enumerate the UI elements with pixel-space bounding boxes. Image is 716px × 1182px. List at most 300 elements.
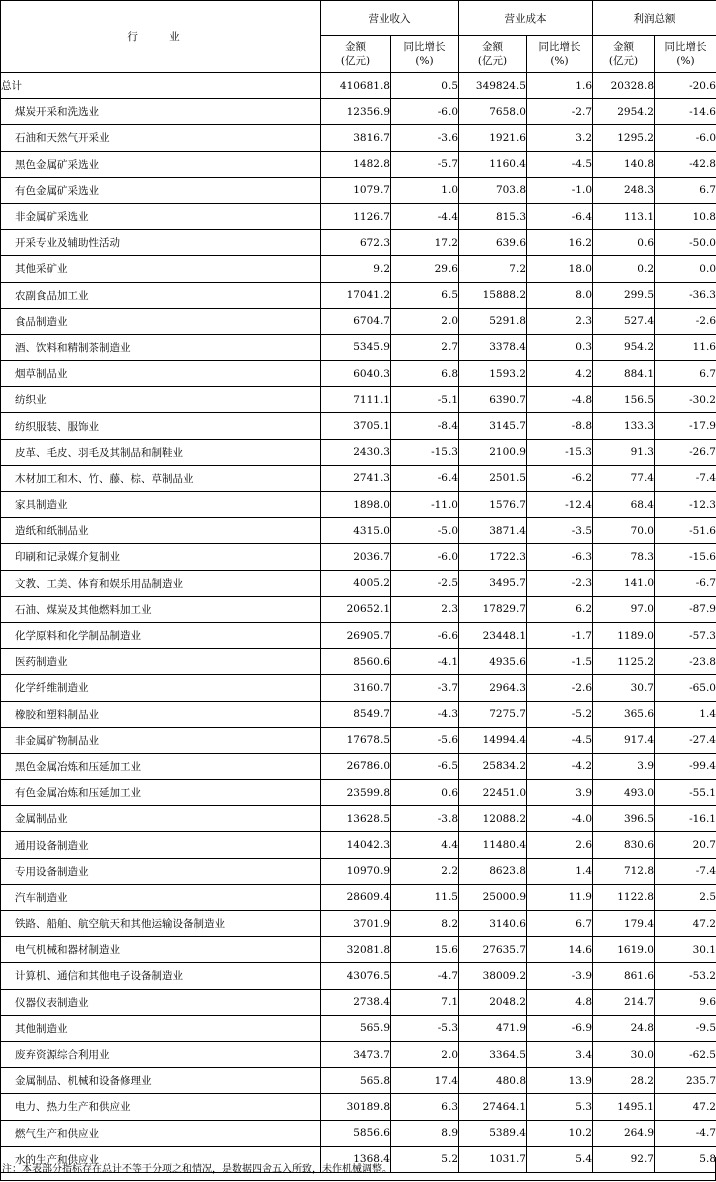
- table-row: [1, 649, 716, 675]
- cost-amount: 1031.7: [459, 1146, 527, 1172]
- cost-amount: 1921.6: [459, 125, 527, 151]
- revenue-growth: -5.1: [391, 387, 459, 413]
- cost-growth: -1.0: [527, 177, 593, 203]
- profit-amount: 712.8: [593, 858, 655, 884]
- revenue-amount: 26786.0: [321, 753, 391, 779]
- cost-amount: 2501.5: [459, 465, 527, 491]
- industry-name: 农副食品加工业: [1, 282, 321, 308]
- industry-name: 印刷和记录媒介复制业: [1, 544, 321, 570]
- table-row: [1, 282, 716, 308]
- profit-growth: 30.1: [655, 937, 716, 963]
- profit-amount: 70.0: [593, 518, 655, 544]
- industry-name: 电力、热力生产和供应业: [1, 1094, 321, 1120]
- cost-growth-header: [527, 36, 593, 73]
- cost-amount: 1576.7: [459, 492, 527, 518]
- cost-growth: 4.8: [527, 989, 593, 1015]
- revenue-amount-header: [321, 36, 391, 73]
- table-row: [1, 125, 716, 151]
- revenue-amount: 1482.8: [321, 151, 391, 177]
- profit-amount: 248.3: [593, 177, 655, 203]
- profit-amount: 830.6: [593, 832, 655, 858]
- profit-growth: -4.7: [655, 1120, 716, 1146]
- profit-growth: 11.6: [655, 334, 716, 360]
- cost-amount: 2100.9: [459, 439, 527, 465]
- profit-amount: 140.8: [593, 151, 655, 177]
- profit-amount: 156.5: [593, 387, 655, 413]
- cost-growth: -2.6: [527, 675, 593, 701]
- industry-name: 医药制造业: [1, 649, 321, 675]
- revenue-growth: 17.4: [391, 1068, 459, 1094]
- profit-amount-header: [593, 36, 655, 73]
- revenue-growth: 2.0: [391, 1041, 459, 1067]
- table-row: [1, 203, 716, 229]
- revenue-amount: 1368.4: [321, 1146, 391, 1172]
- cost-growth: 11.9: [527, 884, 593, 910]
- cost-growth: 6.7: [527, 911, 593, 937]
- revenue-amount: 28609.4: [321, 884, 391, 910]
- profit-growth: 1.4: [655, 701, 716, 727]
- cost-amount: 3871.4: [459, 518, 527, 544]
- cost-amount: 25000.9: [459, 884, 527, 910]
- industry-name: 橡胶和塑料制品业: [1, 701, 321, 727]
- revenue-amount: 5345.9: [321, 334, 391, 360]
- profit-growth: -30.2: [655, 387, 716, 413]
- table-row: [1, 230, 716, 256]
- table-row: [1, 439, 716, 465]
- cost-growth: -15.3: [527, 439, 593, 465]
- industry-name: 纺织服装、服饰业: [1, 413, 321, 439]
- cost-amount: 4935.6: [459, 649, 527, 675]
- revenue-growth: -5.6: [391, 727, 459, 753]
- revenue-amount: 17041.2: [321, 282, 391, 308]
- cost-growth: -5.2: [527, 701, 593, 727]
- cost-growth: -8.8: [527, 413, 593, 439]
- profit-amount: 954.2: [593, 334, 655, 360]
- profit-growth: 0.0: [655, 256, 716, 282]
- profit-growth: -23.8: [655, 649, 716, 675]
- table-row: [1, 989, 716, 1015]
- cost-growth: 5.4: [527, 1146, 593, 1172]
- profit-growth: -51.6: [655, 518, 716, 544]
- cost-growth: -12.4: [527, 492, 593, 518]
- cost-growth: -1.5: [527, 649, 593, 675]
- table-row: [1, 73, 716, 99]
- amount-unit: (亿元): [608, 55, 639, 67]
- revenue-growth: 2.2: [391, 858, 459, 884]
- revenue-growth: -3.7: [391, 675, 459, 701]
- revenue-growth: -4.7: [391, 963, 459, 989]
- cost-growth: -4.2: [527, 753, 593, 779]
- profit-growth: -16.1: [655, 806, 716, 832]
- cost-growth: -6.2: [527, 465, 593, 491]
- table-row: [1, 544, 716, 570]
- revenue-growth: 1.0: [391, 177, 459, 203]
- revenue-amount: 6040.3: [321, 361, 391, 387]
- growth-label: 同比增长: [403, 41, 446, 53]
- profit-growth: 5.8: [655, 1146, 716, 1172]
- profit-amount: 0.6: [593, 230, 655, 256]
- table-row: [1, 413, 716, 439]
- table-row: [1, 99, 716, 125]
- revenue-growth: -4.3: [391, 701, 459, 727]
- profit-amount: 113.1: [593, 203, 655, 229]
- profit-amount: 493.0: [593, 780, 655, 806]
- cost-amount: 7658.0: [459, 99, 527, 125]
- profit-amount: 1619.0: [593, 937, 655, 963]
- table-row: [1, 465, 716, 491]
- profit-amount: 299.5: [593, 282, 655, 308]
- industry-name: 汽车制造业: [1, 884, 321, 910]
- industry-name: 水的生产和供应业: [1, 1146, 321, 1172]
- industry-name: 造纸和纸制品业: [1, 518, 321, 544]
- revenue-growth: -5.3: [391, 1015, 459, 1041]
- revenue-amount: 1126.7: [321, 203, 391, 229]
- industry-name: 石油和天然气开采业: [1, 125, 321, 151]
- revenue-growth: 5.2: [391, 1146, 459, 1172]
- revenue-amount: 2738.4: [321, 989, 391, 1015]
- profit-growth: 47.2: [655, 911, 716, 937]
- profit-amount: 20328.8: [593, 73, 655, 99]
- cost-amount: 815.3: [459, 203, 527, 229]
- revenue-amount: 32081.8: [321, 937, 391, 963]
- industry-name: 金属制品业: [1, 806, 321, 832]
- profit-growth: 9.6: [655, 989, 716, 1015]
- revenue-growth: -4.1: [391, 649, 459, 675]
- profit-amount: 78.3: [593, 544, 655, 570]
- cost-amount: 3140.6: [459, 911, 527, 937]
- revenue-growth: 6.5: [391, 282, 459, 308]
- industry-name: 开采专业及辅助性活动: [1, 230, 321, 256]
- table-row: [1, 780, 716, 806]
- industry-name: 铁路、船舶、航空航天和其他运输设备制造业: [1, 911, 321, 937]
- revenue-amount: 5856.6: [321, 1120, 391, 1146]
- profit-amount: 1495.1: [593, 1094, 655, 1120]
- revenue-amount: 43076.5: [321, 963, 391, 989]
- growth-unit: (%): [415, 55, 434, 67]
- revenue-growth: -15.3: [391, 439, 459, 465]
- revenue-growth: -6.0: [391, 544, 459, 570]
- table-row: [1, 308, 716, 334]
- revenue-growth: -3.8: [391, 806, 459, 832]
- revenue-amount: 26905.7: [321, 622, 391, 648]
- industry-name: 有色金属冶炼和压延加工业: [1, 780, 321, 806]
- industry-name: 纺织业: [1, 387, 321, 413]
- profit-amount: 365.6: [593, 701, 655, 727]
- revenue-growth: -5.0: [391, 518, 459, 544]
- cost-amount: 27464.1: [459, 1094, 527, 1120]
- growth-label: 同比增长: [664, 41, 707, 53]
- industry-name: 化学纤维制造业: [1, 675, 321, 701]
- industry-header: 行 业: [1, 1, 321, 73]
- cost-amount: 1593.2: [459, 361, 527, 387]
- revenue-amount: 30189.8: [321, 1094, 391, 1120]
- revenue-growth: 29.6: [391, 256, 459, 282]
- cost-growth: 5.3: [527, 1094, 593, 1120]
- profit-amount: 264.9: [593, 1120, 655, 1146]
- profit-amount: 527.4: [593, 308, 655, 334]
- table-row: [1, 1068, 716, 1094]
- profit-growth: 10.8: [655, 203, 716, 229]
- industry-name: 专用设备制造业: [1, 858, 321, 884]
- revenue-amount: 6704.7: [321, 308, 391, 334]
- profit-growth: -62.5: [655, 1041, 716, 1067]
- revenue-growth: -6.5: [391, 753, 459, 779]
- revenue-amount: 13628.5: [321, 806, 391, 832]
- cost-growth: 13.9: [527, 1068, 593, 1094]
- table-row: [1, 492, 716, 518]
- profit-growth: -57.3: [655, 622, 716, 648]
- table-row: [1, 1041, 716, 1067]
- industry-name: 通用设备制造业: [1, 832, 321, 858]
- industry-name: 木材加工和木、竹、藤、棕、草制品业: [1, 465, 321, 491]
- cost-amount: 38009.2: [459, 963, 527, 989]
- revenue-growth: 7.1: [391, 989, 459, 1015]
- growth-unit: (%): [676, 55, 695, 67]
- revenue-amount: 565.8: [321, 1068, 391, 1094]
- cost-growth: -1.7: [527, 622, 593, 648]
- revenue-growth: -6.4: [391, 465, 459, 491]
- revenue-growth: -6.6: [391, 622, 459, 648]
- cost-amount: 639.6: [459, 230, 527, 256]
- cost-amount: 1722.3: [459, 544, 527, 570]
- revenue-amount: 10970.9: [321, 858, 391, 884]
- cost-amount: 6390.7: [459, 387, 527, 413]
- profit-growth: -15.6: [655, 544, 716, 570]
- table-row: [1, 518, 716, 544]
- table-row: [1, 963, 716, 989]
- revenue-amount: 2741.3: [321, 465, 391, 491]
- industry-name: 文教、工美、体育和娱乐用品制造业: [1, 570, 321, 596]
- profit-growth: -99.4: [655, 753, 716, 779]
- table-row: [1, 884, 716, 910]
- industry-name: 煤炭开采和洗选业: [1, 99, 321, 125]
- profit-growth: -27.4: [655, 727, 716, 753]
- revenue-amount: 23599.8: [321, 780, 391, 806]
- profit-amount: 917.4: [593, 727, 655, 753]
- cost-amount: 3364.5: [459, 1041, 527, 1067]
- growth-unit: (%): [550, 55, 569, 67]
- cost-growth: -3.5: [527, 518, 593, 544]
- cost-amount: 12088.2: [459, 806, 527, 832]
- revenue-amount: 3701.9: [321, 911, 391, 937]
- industry-name: 非金属矿物制品业: [1, 727, 321, 753]
- cost-growth: 6.2: [527, 596, 593, 622]
- cost-growth: 1.6: [527, 73, 593, 99]
- cost-amount: 5389.4: [459, 1120, 527, 1146]
- revenue-growth: -8.4: [391, 413, 459, 439]
- revenue-amount: 3705.1: [321, 413, 391, 439]
- profit-amount: 179.4: [593, 911, 655, 937]
- table-row: [1, 858, 716, 884]
- profit-amount: 77.4: [593, 465, 655, 491]
- profit-amount: 91.3: [593, 439, 655, 465]
- profit-growth: -6.7: [655, 570, 716, 596]
- cost-growth: -6.9: [527, 1015, 593, 1041]
- profit-growth-header: [655, 36, 716, 73]
- cost-amount: 471.9: [459, 1015, 527, 1041]
- cost-growth: 14.6: [527, 937, 593, 963]
- industry-name: 其他采矿业: [1, 256, 321, 282]
- industry-name: 皮革、毛皮、羽毛及其制品和制鞋业: [1, 439, 321, 465]
- profit-growth: -26.7: [655, 439, 716, 465]
- table-row: [1, 334, 716, 360]
- table-row: [1, 361, 716, 387]
- profit-growth: -9.5: [655, 1015, 716, 1041]
- profit-header: 利润总额: [593, 1, 716, 36]
- table-row: [1, 622, 716, 648]
- revenue-amount: 9.2: [321, 256, 391, 282]
- industry-name: 酒、饮料和精制茶制造业: [1, 334, 321, 360]
- profit-amount: 0.2: [593, 256, 655, 282]
- industry-name: 电气机械和器材制造业: [1, 937, 321, 963]
- revenue-amount: 20652.1: [321, 596, 391, 622]
- cost-growth: -6.3: [527, 544, 593, 570]
- profit-amount: 68.4: [593, 492, 655, 518]
- revenue-amount: 3816.7: [321, 125, 391, 151]
- amount-unit: (亿元): [340, 55, 371, 67]
- cost-amount: 3495.7: [459, 570, 527, 596]
- industry-name: 总计: [1, 73, 321, 99]
- cost-growth: 3.4: [527, 1041, 593, 1067]
- profit-amount: 884.1: [593, 361, 655, 387]
- profit-growth: -6.0: [655, 125, 716, 151]
- revenue-amount: 410681.8: [321, 73, 391, 99]
- table-row: [1, 753, 716, 779]
- cost-growth: 8.0: [527, 282, 593, 308]
- revenue-growth: 8.2: [391, 911, 459, 937]
- amount-label: 金额: [345, 41, 366, 53]
- revenue-growth: 6.8: [391, 361, 459, 387]
- industry-name: 废弃资源综合利用业: [1, 1041, 321, 1067]
- cost-growth: 2.3: [527, 308, 593, 334]
- cost-amount: 22451.0: [459, 780, 527, 806]
- profit-amount: 861.6: [593, 963, 655, 989]
- revenue-amount: 2430.3: [321, 439, 391, 465]
- profit-amount: 97.0: [593, 596, 655, 622]
- cost-growth: 10.2: [527, 1120, 593, 1146]
- profit-amount: 92.7: [593, 1146, 655, 1172]
- profit-growth: 20.7: [655, 832, 716, 858]
- profit-amount: 396.5: [593, 806, 655, 832]
- industry-name: 金属制品、机械和设备修理业: [1, 1068, 321, 1094]
- profit-growth: -65.0: [655, 675, 716, 701]
- cost-amount: 7.2: [459, 256, 527, 282]
- cost-amount: 3378.4: [459, 334, 527, 360]
- industry-name: 仪器仪表制造业: [1, 989, 321, 1015]
- profit-growth: -2.6: [655, 308, 716, 334]
- cost-amount: 25834.2: [459, 753, 527, 779]
- profit-growth: -20.6: [655, 73, 716, 99]
- cost-growth: 0.3: [527, 334, 593, 360]
- cost-growth: -4.5: [527, 151, 593, 177]
- table-row: [1, 937, 716, 963]
- profit-amount: 1189.0: [593, 622, 655, 648]
- table-row: [1, 806, 716, 832]
- cost-growth: -4.8: [527, 387, 593, 413]
- table-row: [1, 1015, 716, 1041]
- profit-amount: 3.9: [593, 753, 655, 779]
- cost-growth: -4.5: [527, 727, 593, 753]
- profit-amount: 141.0: [593, 570, 655, 596]
- revenue-growth: 2.7: [391, 334, 459, 360]
- table-row: [1, 1094, 716, 1120]
- cost-header: 营业成本: [459, 1, 593, 36]
- profit-amount: 1125.2: [593, 649, 655, 675]
- revenue-growth: -2.5: [391, 570, 459, 596]
- revenue-growth: -11.0: [391, 492, 459, 518]
- profit-growth: -50.0: [655, 230, 716, 256]
- revenue-amount: 1898.0: [321, 492, 391, 518]
- revenue-growth: -3.6: [391, 125, 459, 151]
- cost-growth: 16.2: [527, 230, 593, 256]
- cost-amount-header: [459, 36, 527, 73]
- table-row: [1, 256, 716, 282]
- cost-growth: 3.9: [527, 780, 593, 806]
- cost-growth: -2.3: [527, 570, 593, 596]
- cost-growth: 2.6: [527, 832, 593, 858]
- profit-growth: -12.3: [655, 492, 716, 518]
- cost-amount: 23448.1: [459, 622, 527, 648]
- cost-amount: 2964.3: [459, 675, 527, 701]
- cost-amount: 480.8: [459, 1068, 527, 1094]
- revenue-growth-header: [391, 36, 459, 73]
- cost-growth: 18.0: [527, 256, 593, 282]
- revenue-growth: -6.0: [391, 99, 459, 125]
- revenue-growth: -4.4: [391, 203, 459, 229]
- amount-label: 金额: [482, 41, 503, 53]
- revenue-growth: 0.6: [391, 780, 459, 806]
- industry-name: 黑色金属冶炼和压延加工业: [1, 753, 321, 779]
- profit-growth: -7.4: [655, 858, 716, 884]
- cost-growth: -6.4: [527, 203, 593, 229]
- revenue-header: 营业收入: [321, 1, 459, 36]
- industry-name: 其他制造业: [1, 1015, 321, 1041]
- revenue-growth: 0.5: [391, 73, 459, 99]
- industry-name: 食品制造业: [1, 308, 321, 334]
- profit-amount: 2954.2: [593, 99, 655, 125]
- revenue-amount: 2036.7: [321, 544, 391, 570]
- revenue-amount: 3473.7: [321, 1041, 391, 1067]
- cost-amount: 27635.7: [459, 937, 527, 963]
- industry-name: 计算机、通信和其他电子设备制造业: [1, 963, 321, 989]
- table-row: [1, 570, 716, 596]
- cost-amount: 11480.4: [459, 832, 527, 858]
- profit-amount: 28.2: [593, 1068, 655, 1094]
- revenue-amount: 7111.1: [321, 387, 391, 413]
- revenue-growth: 15.6: [391, 937, 459, 963]
- profit-amount: 30.7: [593, 675, 655, 701]
- industry-name: 石油、煤炭及其他燃料加工业: [1, 596, 321, 622]
- revenue-amount: 8549.7: [321, 701, 391, 727]
- cost-growth: -2.7: [527, 99, 593, 125]
- cost-growth: 3.2: [527, 125, 593, 151]
- profit-growth: 2.5: [655, 884, 716, 910]
- revenue-growth: 8.9: [391, 1120, 459, 1146]
- growth-label: 同比增长: [538, 41, 581, 53]
- profit-growth: -17.9: [655, 413, 716, 439]
- revenue-amount: 565.9: [321, 1015, 391, 1041]
- profit-growth: 235.7: [655, 1068, 716, 1094]
- industry-name: 化学原料和化学制品制造业: [1, 622, 321, 648]
- cost-growth: 4.2: [527, 361, 593, 387]
- profit-growth: -14.6: [655, 99, 716, 125]
- profit-growth: -36.3: [655, 282, 716, 308]
- table-row: [1, 151, 716, 177]
- revenue-growth: -5.7: [391, 151, 459, 177]
- table-note: 注：本表部分指标存在总计不等于分项之和情况，是数据四舍五入所致，未作机械调整。: [2, 1164, 392, 1175]
- cost-amount: 3145.7: [459, 413, 527, 439]
- profit-growth: -7.4: [655, 465, 716, 491]
